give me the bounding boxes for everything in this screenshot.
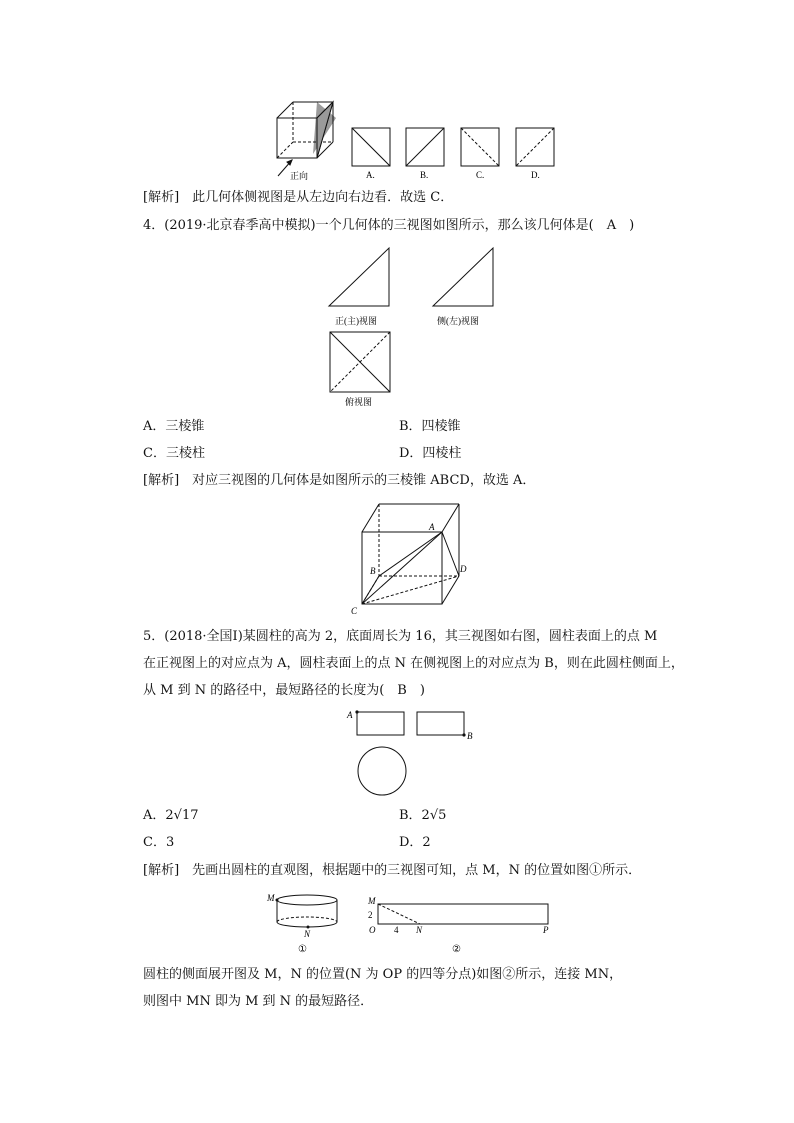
q4-choice-b: B．四棱锥: [399, 419, 461, 434]
top-view-square: [330, 332, 390, 392]
option-a-label: A.: [366, 170, 375, 180]
q5-analysis: [解析] 先画出圆柱的直观图，根据题中的三视图可知，点 M，N 的位置如图①所示．: [143, 863, 642, 878]
fig2-point-p: P: [543, 925, 549, 935]
fig1-number: ①: [298, 944, 307, 955]
front-direction-label: 正向: [290, 171, 309, 181]
q5-conclusion-line2: 则图中 MN 即为 M 到 N 的最短路径．: [143, 994, 374, 1009]
q4-choice-c: C．三棱柱: [143, 446, 205, 461]
fig2-height-label: 2: [368, 910, 373, 920]
point-d-label: D: [460, 564, 467, 574]
option-d-figure: [516, 128, 554, 166]
fig2-point-n: N: [416, 925, 423, 935]
q5-stem-line3: 从 M 到 N 的路径中，最短路径的长度为( B ): [143, 683, 425, 698]
fig1-point-m: M: [267, 893, 275, 903]
option-d-label: D.: [531, 170, 540, 180]
q5-choice-d: D．2: [399, 835, 431, 850]
fig2-point-o: O: [369, 925, 376, 935]
q5-stem-line1: 5．(2018·全国Ⅰ)某圆柱的高为 2，底面周长为 16，其三视图如右图，圆柱表面上的点 M: [143, 629, 658, 644]
point-a-view-label: A: [347, 710, 353, 720]
top-view-circle: [358, 747, 406, 795]
option-b-figure: [406, 128, 444, 166]
q5-conclusion-line1: 圆柱的侧面展开图及 M，N 的位置(N 为 OP 的四等分点)如图②所示，连接 MN，: [143, 967, 623, 982]
fig1-point-n: N: [304, 929, 311, 939]
q4-choice-a: A．三棱锥: [143, 419, 205, 434]
option-c-label: C.: [476, 170, 485, 180]
fig2-number: ②: [452, 944, 461, 955]
q5-cylinder-figures: [262, 888, 562, 958]
front-view-triangle: [329, 248, 389, 306]
q3-analysis: [解析] 此几何体侧视图是从左边向右边看．故选 C．: [143, 190, 454, 205]
q5-choice-a: A．2√17: [143, 808, 199, 823]
front-view-rect: [357, 712, 404, 735]
q4-stem: 4．(2019·北京春季高中模拟)一个几何体的三视图如图所示，那么该几何体是( A ): [143, 218, 635, 233]
fig2-point-m: M: [368, 896, 376, 906]
q4-choice-d: D．四棱柱: [399, 446, 462, 461]
cube-options-figure: [270, 98, 570, 182]
q5-choice-b: B．2√5: [399, 808, 447, 823]
point-b-view-label: B: [467, 731, 473, 741]
point-c-label: C: [351, 606, 358, 616]
top-view-label: 俯视图: [345, 397, 373, 407]
point-b-label: B: [370, 566, 376, 576]
unfolded-rect-figure-2: [378, 904, 548, 924]
cylinder-figure-1: [277, 895, 337, 927]
q4-analysis: [解析] 对应三视图的几何体是如图所示的三棱锥 ABCD，故选 A．: [143, 473, 536, 488]
side-view-triangle: [433, 248, 493, 306]
fig2-length-label: 4: [394, 925, 399, 935]
option-b-label: B.: [420, 170, 429, 180]
front-view-label: 正(主)视图: [335, 316, 377, 326]
side-view-label: 侧(左)视图: [437, 316, 479, 326]
cube-drawing: [277, 102, 336, 176]
q4-three-views: [325, 246, 505, 411]
option-c-figure: [461, 128, 499, 166]
point-a-label: A: [429, 522, 435, 532]
q4-cube-pyramid-figure: [345, 498, 475, 616]
q5-stem-line2: 在正视图上的对应点为 A，圆柱表面上的点 N 在侧视图上的对应点为 B，则在此圆柱侧面上，: [143, 656, 684, 671]
option-a-figure: [352, 128, 390, 166]
q5-choice-c: C．3: [143, 835, 175, 850]
q5-three-views: [345, 706, 485, 800]
side-view-rect: [417, 712, 464, 735]
